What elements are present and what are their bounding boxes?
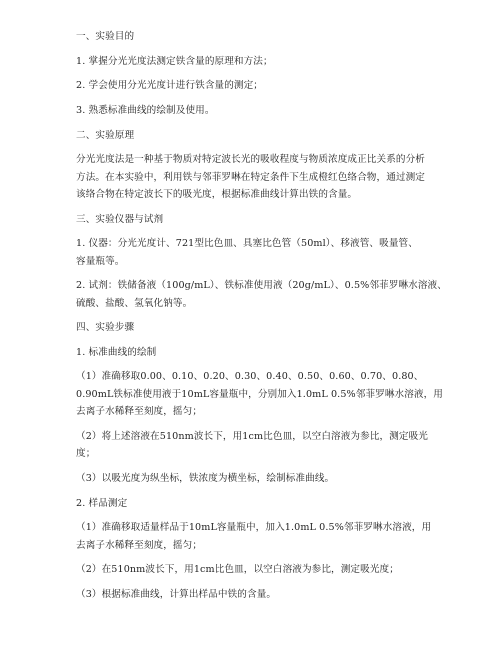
reagents-item-2-continued: 硫酸、盐酸、氢氧化钠等。 (76, 298, 193, 309)
purpose-item-2: 2. 学会使用分光光度计进行铁含量的测定； (76, 80, 263, 91)
section-heading-purpose: 一、实验目的 (76, 31, 135, 42)
reagents-item-2: 2. 试剂：铁储备液（100g/mL）、铁标准使用液（20g/mL）、0.5%邻菲罗啉水溶液、 (76, 280, 447, 291)
section-heading-equipment: 三、实验仪器与试剂 (76, 214, 164, 225)
sample-step-line: （2）在510nm波长下，用1cm比色皿，以空白溶液为参比，测定吸光度； (76, 564, 399, 575)
procedure-step-line: （1）准确移取0.00、0.10、0.20、0.30、0.40、0.50、0.60、0.70、0.80、 (76, 371, 424, 382)
purpose-item-3: 3. 熟悉标准曲线的绘制及使用。 (76, 105, 215, 116)
procedure-subheading-standard-curve: 1. 标准曲线的绘制 (76, 347, 157, 358)
section-heading-procedure: 四、实验步骤 (76, 322, 135, 333)
procedure-subheading-sample: 2. 样品测定 (76, 498, 128, 509)
procedure-step-line: 0.90mL铁标准使用液于10mL容量瓶中，分别加入1.0mL 0.5%邻菲罗啉水溶液，用 (76, 389, 443, 400)
section-heading-principle: 二、实验原理 (76, 130, 135, 141)
procedure-step-line: （3）以吸光度为纵坐标，铁浓度为横坐标，绘制标准曲线。 (76, 473, 335, 484)
equipment-item-1: 1. 仪器：分光光度计、721型比色皿、具塞比色管（50ml）、移液管、吸量管、 (76, 238, 418, 249)
sample-step-line: 去离子水稀释至刻度，摇匀； (76, 540, 203, 551)
principle-paragraph-line: 分光光度法是一种基于物质对特定波长光的吸收程度与物质浓度成正比关系的分析 (76, 154, 425, 165)
procedure-step-line: （2）将上述溶液在510nm波长下，用1cm比色皿，以空白溶液为参比，测定吸光 (76, 431, 428, 442)
equipment-item-1-continued: 容量瓶等。 (76, 256, 125, 267)
procedure-step-line: 度； (76, 448, 96, 459)
principle-paragraph-line: 方法。在本实验中，利用铁与邻菲罗啉在特定条件下生成橙红色络合物，通过测定 (76, 172, 425, 183)
principle-paragraph-line: 该络合物在特定波长下的吸光度，根据标准曲线计算出铁的含量。 (76, 189, 358, 200)
purpose-item-1: 1. 掌握分光光度法测定铁含量的原理和方法； (76, 56, 273, 67)
procedure-step-line: 去离子水稀释至刻度，摇匀； (76, 406, 203, 417)
sample-step-line: （1）准确移取适量样品于10mL容量瓶中，加入1.0mL 0.5%邻菲罗啉水溶液，用 (76, 522, 432, 533)
sample-step-line: （3）根据标准曲线，计算出样品中铁的含量。 (76, 589, 277, 600)
